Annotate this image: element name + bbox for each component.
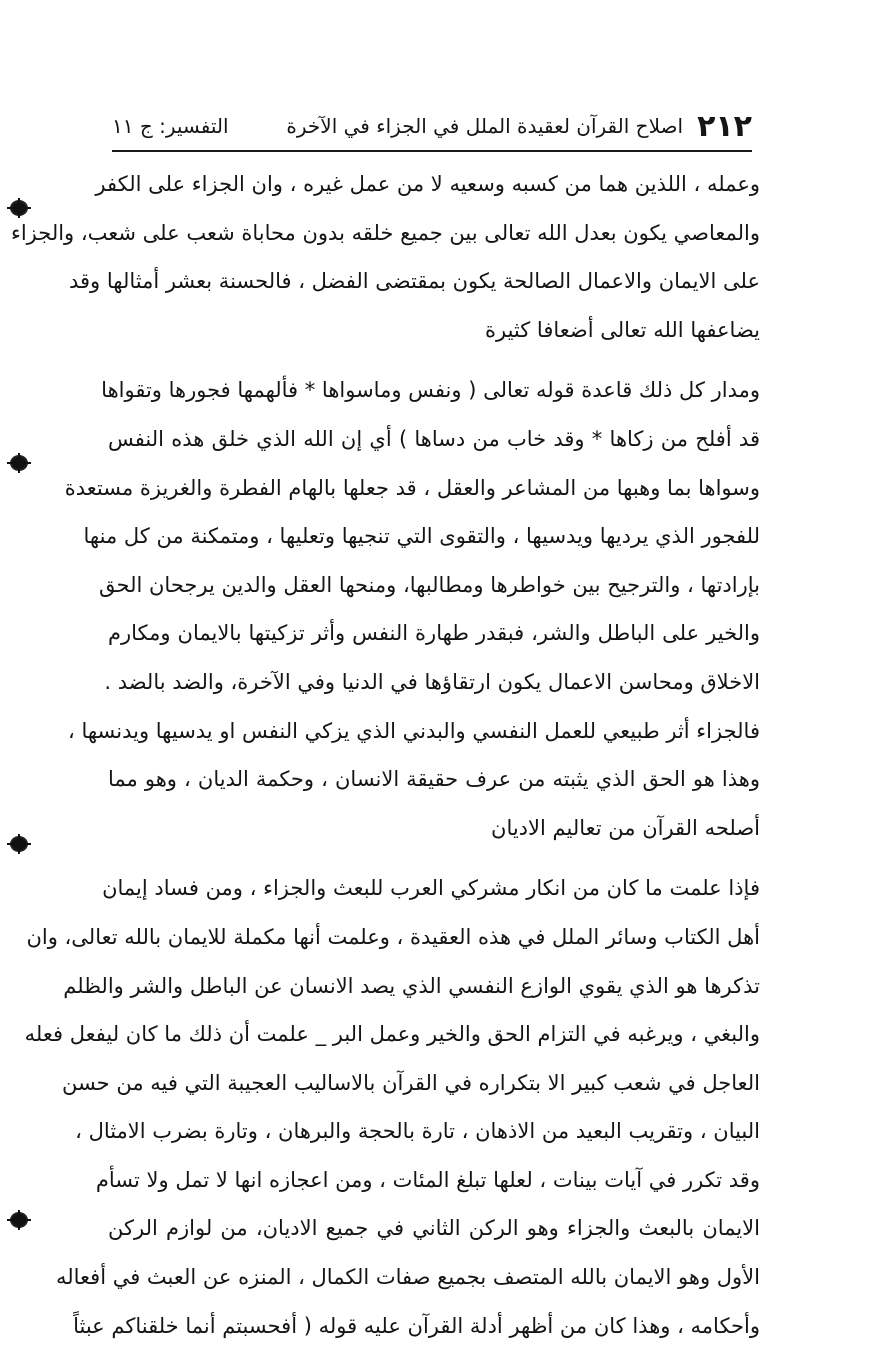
text-line: والبغي ، ويرغبه في التزام الحق والخير وعمل البر _ علمت أن ذلك ما كان ليفعل فعله [24,1022,760,1047]
margin-bullet-icon [12,1214,26,1226]
margin-bullet-icon [12,838,26,850]
text-line: ومدار كل ذلك قاعدة قوله تعالى ( ونفس وماسواها * فألهمها فجورها وتقواها [101,378,760,403]
text-line: البيان ، وتقريب البعيد من الاذهان ، تارة بالحجة والبرهان ، وتارة بضرب الامثال ، [75,1119,760,1144]
body-text [10,160,760,1350]
text-line: وسواها بما وهبها من المشاعر والعقل ، قد جعلها بالهام الفطرة والغريزة مستعدة [64,475,760,500]
text-line: أهل الكتاب وسائر الملل في هذه العقيدة ، وعلمت أنها مكملة للايمان بالله تعالى، وان [26,924,760,949]
text-line: وهذا هو الحق الذي يثبته من عرف حقيقة الانسان ، وحكمة الديان ، وهو مما [108,767,760,792]
text-line: فالجزاء أثر طبيعي للعمل النفسي والبدني الذي يزكي النفس او يدسيها ويدنسها ، [67,718,760,743]
text-line: والمعاصي يكون بعدل الله تعالى بين جميع خلقه بدون محاباة شعب على شعب، والجزاء [10,220,760,245]
text-line: الايمان بالبعث والجزاء وهو الركن الثاني في جميع الاديان، من لوازم الركن [108,1216,760,1241]
text-line: الاخلاق ومحاسن الاعمال يكون ارتقاؤها في الدنيا وفي الآخرة، والضد بالضد . [104,669,760,694]
text-line: فإذا علمت ما كان من انكار مشركي العرب للبعث والجزاء ، ومن فساد إيمان [102,876,760,901]
running-title: اصلاح القرآن لعقيدة الملل في الجزاء في الآخرة [286,114,684,138]
text-line: وقد تكرر في آيات بينات ، لعلها تبلغ المئات ، ومن اعجازه انها لا تمل ولا تسأم [95,1167,760,1192]
text-line: والخير على الباطل والشر، فبقدر طهارة النفس وأثر تزكيتها بالايمان ومكارم [108,621,760,646]
margin-bullet-icon [12,202,26,214]
running-part: التفسير: ج ١١ [112,114,229,138]
text-line: قد أفلح من زكاها * وقد خاب من دساها ) أي إن الله الذي خلق هذه النفس [108,426,760,451]
text-line: وعمله ، اللذين هما من كسبه وسعيه لا من عمل غيره ، وان الجزاء على الكفر [95,172,760,196]
margin-bullet-icon [12,457,26,469]
text-line: للفجور الذي يرديها ويدسيها ، والتقوى التي تنجيها وتعليها ، ومتمكنة من كل منها [83,524,760,549]
text-line: تذكرها هو الذي يقوي الوازع النفسي الذي يصد الانسان عن الباطل والشر والظلم [63,973,760,998]
text-line: العاجل في شعب كبير الا بتكراره في القرآن بالاساليب العجيبة التي فيه من حسن [61,1070,760,1095]
text-line: بإرادتها ، والترجيح بين خواطرها ومطالبها، ومنحها العقل والدين يرجحان الحق [99,572,760,597]
text-line: على الايمان والاعمال الصالحة يكون بمقتضى الفضل ، فالحسنة بعشر أمثالها وقد [68,269,760,294]
text-line: أصلحه القرآن من تعاليم الاديان [491,815,760,840]
text-line: الأول وهو الايمان بالله المتصف بجميع صفات الكمال ، المنزه عن العبث في أفعاله [55,1265,760,1290]
page-number: ٢١٢ [697,109,752,144]
text-line: يضاعفها الله تعالى أضعافا كثيرة [485,317,760,342]
text-line: وأحكامه ، وهذا كان من أظهر أدلة القرآن عليه قوله ( أفحسبتم أنما خلقناكم عبثاً [73,1313,760,1338]
page-header [112,96,752,152]
